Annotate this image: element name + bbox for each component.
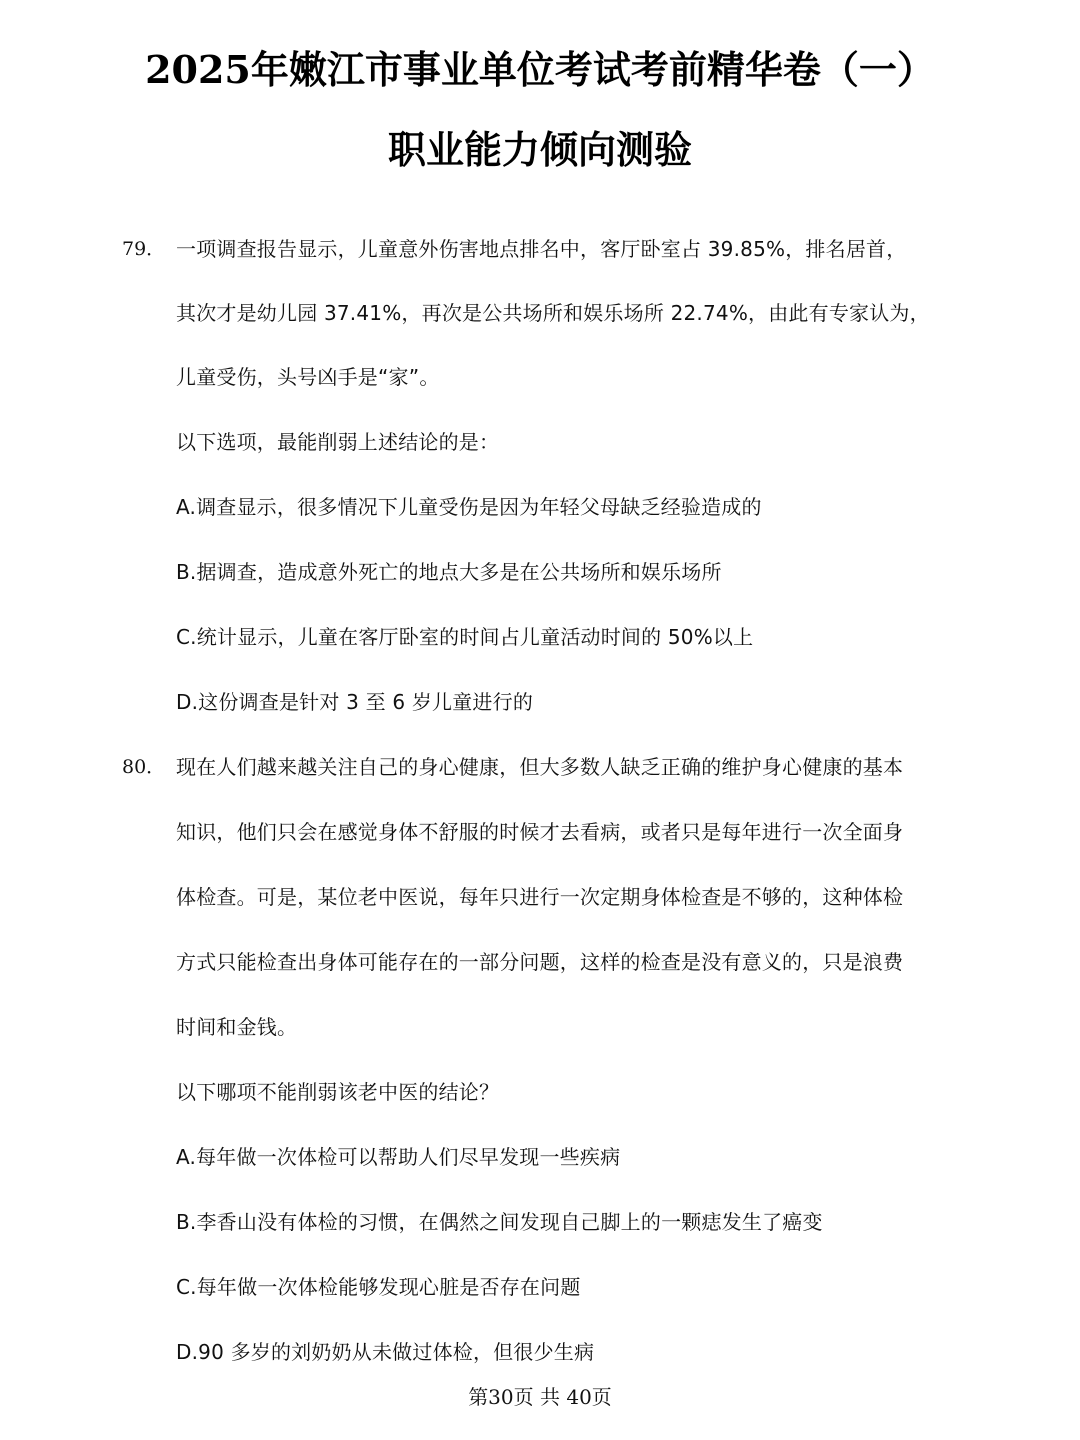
exam-title: 2025年嫩江市事业单位考试考前精华卷（一） <box>145 47 935 92</box>
question-80-option-b: B.李香山没有体检的习惯，在偶然之间发现自己脚上的一颗痣发生了癌变 <box>176 1210 823 1234</box>
question-80-line: 知识，他们只会在感觉身体不舒服的时候才去看病，或者只是每年进行一次全面身 <box>176 820 904 844</box>
question-80-option-a: A.每年做一次体检可以帮助人们尽早发现一些疾病 <box>176 1145 621 1169</box>
question-80-line: 时间和金钱。 <box>176 1015 298 1039</box>
page-footer: 第30页 共 40页 <box>468 1385 612 1409</box>
question-80-option-d: D.90 多岁的刘奶奶从未做过体检，但很少生病 <box>176 1340 595 1364</box>
question-79-option-b: B.据调查，造成意外死亡的地点大多是在公共场所和娱乐场所 <box>176 560 722 584</box>
question-number-80: 80． <box>122 756 166 778</box>
exam-subtitle: 职业能力倾向测验 <box>387 127 692 172</box>
question-80-line: 方式只能检查出身体可能存在的一部分问题，这样的检查是没有意义的，只是浪费 <box>176 950 904 974</box>
question-79-option-c: C.统计显示，儿童在客厅卧室的时间占儿童活动时间的 50%以上 <box>176 625 754 649</box>
question-79-line: 一项调查报告显示，儿童意外伤害地点排名中，客厅卧室占 39.85%，排名居首， <box>176 237 907 261</box>
question-number-79: 79． <box>122 238 166 260</box>
question-79-line: 其次才是幼儿园 37.41%，再次是公共场所和娱乐场所 22.74%，由此有专家认为， <box>176 301 930 325</box>
question-79-option-d: D.这份调查是针对 3 至 6 岁儿童进行的 <box>176 690 534 714</box>
question-79-prompt: 以下选项，最能削弱上述结论的是： <box>176 430 500 454</box>
question-79-line: 儿童受伤，头号凶手是“家”。 <box>176 365 440 389</box>
question-80-line: 体检查。可是，某位老中医说，每年只进行一次定期身体检查是不够的，这种体检 <box>176 885 904 909</box>
question-79-option-a: A.调查显示，很多情况下儿童受伤是因为年轻父母缺乏经验造成的 <box>176 495 762 519</box>
question-80-line: 现在人们越来越关注自己的身心健康，但大多数人缺乏正确的维护身心健康的基本 <box>176 755 904 779</box>
question-80-prompt: 以下哪项不能削弱该老中医的结论？ <box>176 1080 500 1104</box>
question-80-option-c: C.每年做一次体检能够发现心脏是否存在问题 <box>176 1275 581 1299</box>
